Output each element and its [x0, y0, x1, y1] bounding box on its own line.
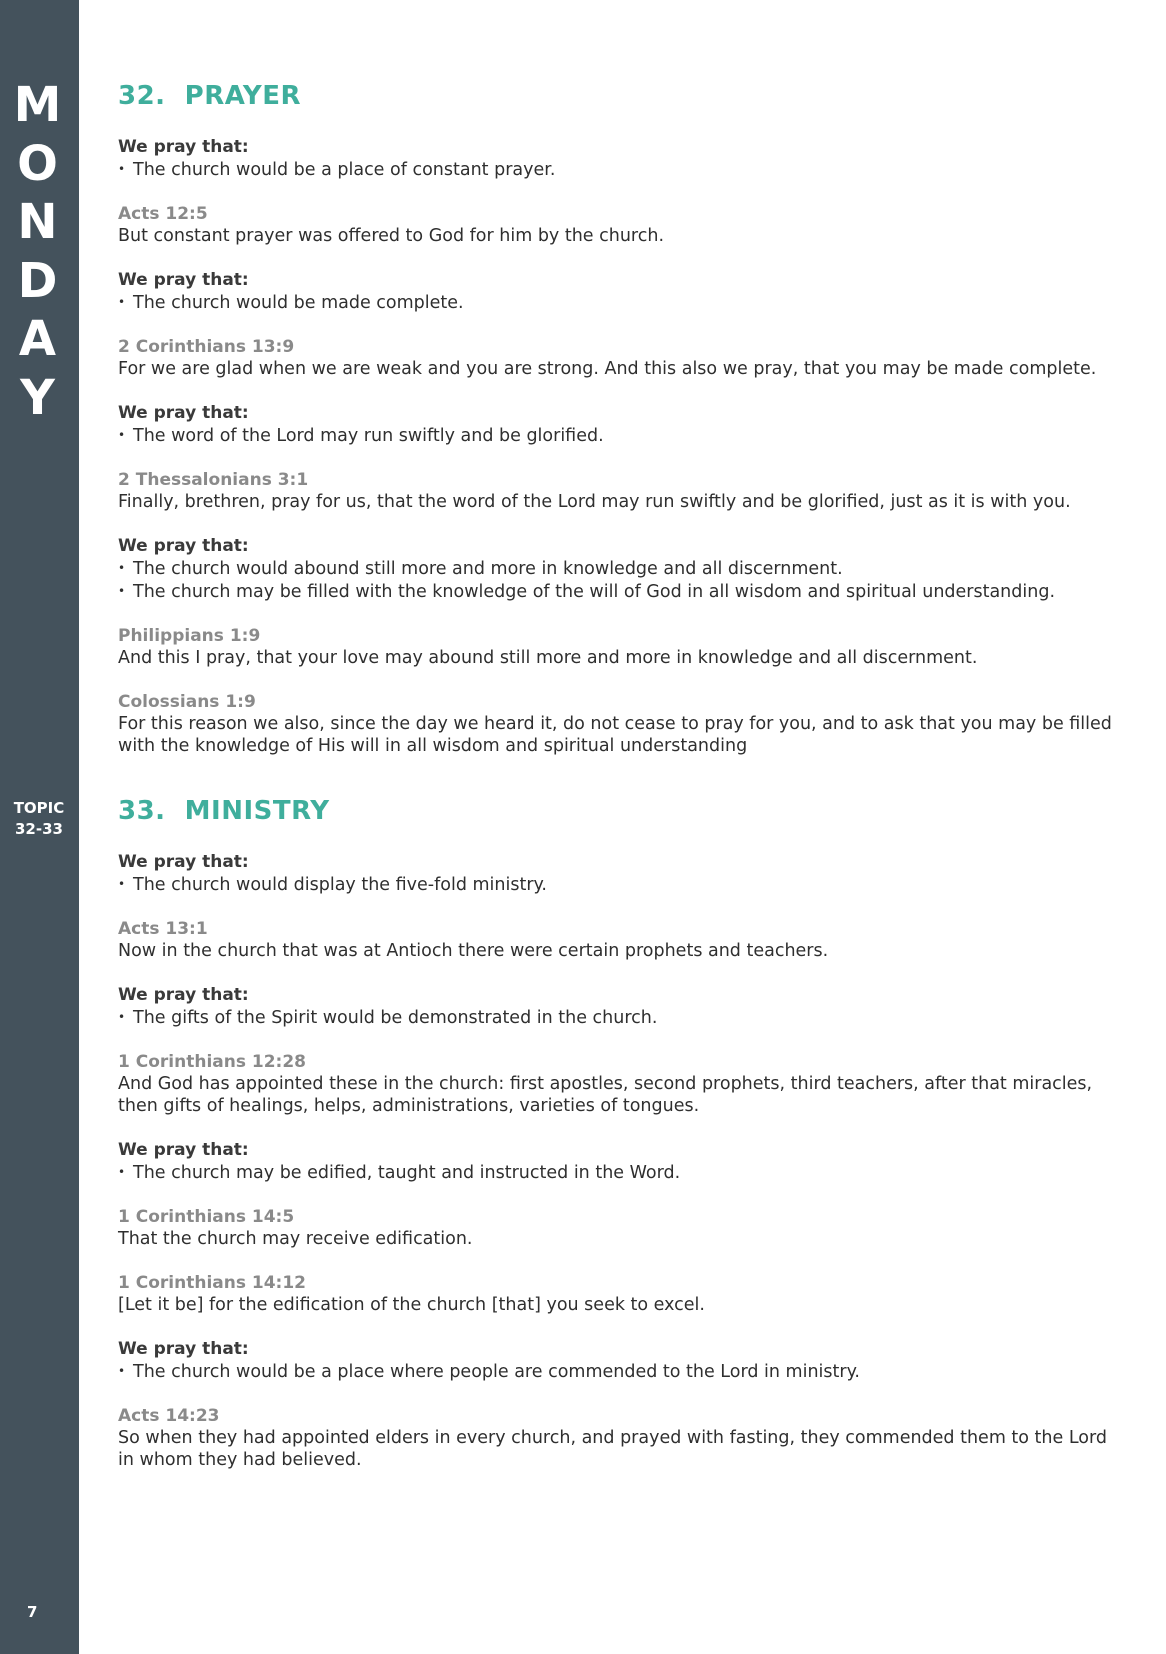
scripture-block — [118, 1272, 1118, 1316]
prayer-bullet: • The church would be a place where people are commended to the Lord in ministry. — [118, 1360, 1118, 1383]
section-title: MINISTRY — [184, 796, 330, 826]
prayer-block — [118, 136, 1118, 181]
prayer-lead: We pray that: — [118, 1339, 249, 1359]
scripture-text: But constant prayer was offered to God for him by the church. — [118, 226, 665, 246]
scripture-text: So when they had appointed elders in every church, and prayed with fasting, they commended them to the Lord in whom they had believed. — [118, 1428, 1107, 1470]
scripture-text: [Let it be] for the edification of the church [that] you seek to excel. — [118, 1295, 705, 1315]
scripture-block — [118, 625, 1118, 669]
section-heading — [118, 791, 1118, 831]
scripture-block — [118, 918, 1118, 962]
prayer-bullet: • The church may be edified, taught and instructed in the Word. — [118, 1161, 1118, 1184]
prayer-block — [118, 1338, 1118, 1383]
prayer-block — [118, 402, 1118, 447]
scripture-block — [118, 1051, 1118, 1117]
scripture-block — [118, 469, 1118, 513]
prayer-block — [118, 269, 1118, 314]
topic-label-text: TOPIC — [13, 799, 65, 817]
section-number: 32. — [118, 81, 166, 111]
topic-label — [0, 798, 78, 840]
day-letter: D — [17, 252, 58, 309]
section-divider — [118, 779, 1118, 791]
prayer-lead: We pray that: — [118, 403, 249, 423]
page-content — [118, 76, 1118, 1493]
scripture-reference: 1 Corinthians 12:28 — [118, 1052, 306, 1072]
topic-range: 32-33 — [15, 820, 63, 838]
scripture-reference: Colossians 1:9 — [118, 692, 256, 712]
scripture-reference: 2 Thessalonians 3:1 — [118, 470, 309, 490]
scripture-text: And God has appointed these in the church: first apostles, second prophets, third teachers, after that miracles, then gifts of healings, helps, administrations, varieties of tongues. — [118, 1074, 1093, 1116]
prayer-lead: We pray that: — [118, 1140, 249, 1160]
prayer-block — [118, 535, 1118, 603]
prayer-block — [118, 984, 1118, 1029]
prayer-lead: We pray that: — [118, 985, 249, 1005]
prayer-bullet: • The gifts of the Spirit would be demonstrated in the church. — [118, 1006, 1118, 1029]
sidebar — [0, 0, 79, 1654]
day-letter: N — [17, 194, 58, 250]
scripture-reference: Philippians 1:9 — [118, 626, 261, 646]
prayer-bullet: • The church would abound still more and more in knowledge and all discernment. — [118, 557, 1118, 580]
scripture-text: That the church may receive edification. — [118, 1229, 473, 1249]
prayer-block — [118, 1139, 1118, 1184]
scripture-reference: Acts 12:5 — [118, 204, 208, 224]
prayer-bullet: • The church would be a place of constant prayer. — [118, 158, 1118, 181]
prayer-lead: We pray that: — [118, 852, 249, 872]
scripture-reference: 2 Corinthians 13:9 — [118, 337, 295, 357]
scripture-text: For we are glad when we are weak and you are strong. And this also we pray, that you may be made complete. — [118, 359, 1097, 379]
prayer-lead: We pray that: — [118, 137, 249, 157]
prayer-block — [118, 851, 1118, 896]
day-letter: O — [17, 135, 58, 192]
scripture-block — [118, 1206, 1118, 1250]
scripture-block — [118, 336, 1118, 380]
scripture-text: And this I pray, that your love may abound still more and more in knowledge and all discernment. — [118, 648, 978, 668]
prayer-bullet: • The church would be made complete. — [118, 291, 1118, 314]
prayer-bullet: • The word of the Lord may run swiftly and be glorified. — [118, 424, 1118, 447]
scripture-reference: 1 Corinthians 14:5 — [118, 1207, 295, 1227]
section-number: 33. — [118, 796, 166, 826]
day-letter: A — [18, 311, 57, 367]
scripture-text: Now in the church that was at Antioch there were certain prophets and teachers. — [118, 941, 829, 961]
day-label — [0, 76, 75, 427]
scripture-text: For this reason we also, since the day we heard it, do not cease to pray for you, and to ask that you may be filled with the knowledge of His will in all wisdom and spiritual understanding — [118, 714, 1112, 756]
scripture-reference: 1 Corinthians 14:12 — [118, 1273, 306, 1293]
section-heading — [118, 76, 1118, 116]
section-title: PRAYER — [184, 81, 301, 111]
scripture-block — [118, 203, 1118, 247]
scripture-block — [118, 1405, 1118, 1471]
scripture-block — [118, 691, 1118, 757]
scripture-reference: Acts 13:1 — [118, 919, 208, 939]
day-letter: Y — [20, 369, 55, 426]
prayer-lead: We pray that: — [118, 536, 249, 556]
prayer-lead: We pray that: — [118, 270, 249, 290]
prayer-bullet: • The church would display the five-fold ministry. — [118, 873, 1118, 896]
day-letter: M — [13, 77, 62, 133]
scripture-text: Finally, brethren, pray for us, that the word of the Lord may run swiftly and be glorified, just as it is with you. — [118, 492, 1071, 512]
prayer-bullet: • The church may be filled with the knowledge of the will of God in all wisdom and spiritual understanding. — [118, 580, 1118, 603]
scripture-reference: Acts 14:23 — [118, 1406, 220, 1426]
page-number: 7 — [27, 1603, 38, 1621]
